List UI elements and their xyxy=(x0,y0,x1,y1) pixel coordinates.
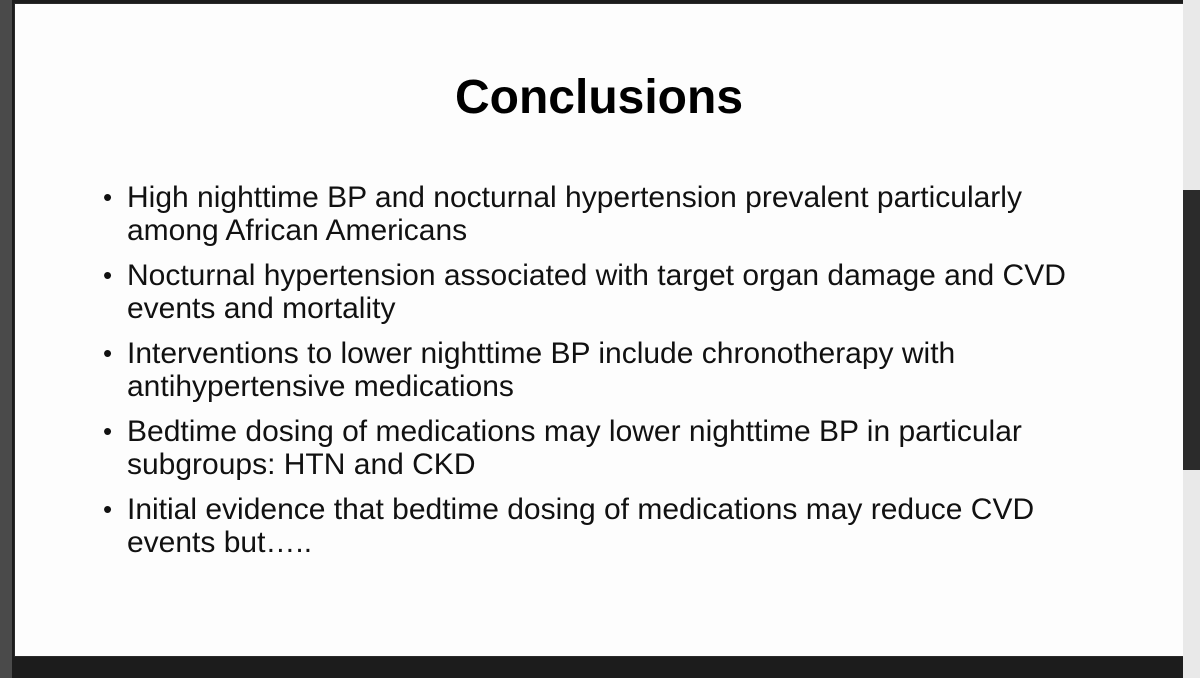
bullet-text: Initial evidence that bedtime dosing of medications may reduce CVD events but….. xyxy=(127,493,1035,559)
bullet-item xyxy=(103,259,1103,325)
presentation-slide xyxy=(15,4,1183,656)
bullet-text: High nighttime BP and nocturnal hypertension prevalent particularly among African Americans xyxy=(127,181,1022,247)
bullet-icon: • xyxy=(103,260,113,290)
bullet-icon: • xyxy=(103,416,113,446)
bullet-item xyxy=(103,493,1103,559)
right-edge-scroll-region xyxy=(1183,190,1200,470)
bullet-icon: • xyxy=(103,182,113,212)
bullet-text: Interventions to lower nighttime BP include chronotherapy with antihypertensive medications xyxy=(127,337,956,403)
bullet-text: Bedtime dosing of medications may lower nighttime BP in particular subgroups: HTN and CKD xyxy=(127,415,1022,481)
left-edge-bar xyxy=(0,0,12,678)
bullet-item xyxy=(103,415,1103,481)
bullet-list xyxy=(103,181,1103,571)
bullet-item xyxy=(103,181,1103,247)
slide-title: Conclusions xyxy=(454,71,744,124)
bullet-icon: • xyxy=(103,494,113,524)
bullet-text: Nocturnal hypertension associated with target organ damage and CVD events and mortality xyxy=(127,259,1066,325)
bullet-item xyxy=(103,337,1103,403)
bullet-icon: • xyxy=(103,338,113,368)
